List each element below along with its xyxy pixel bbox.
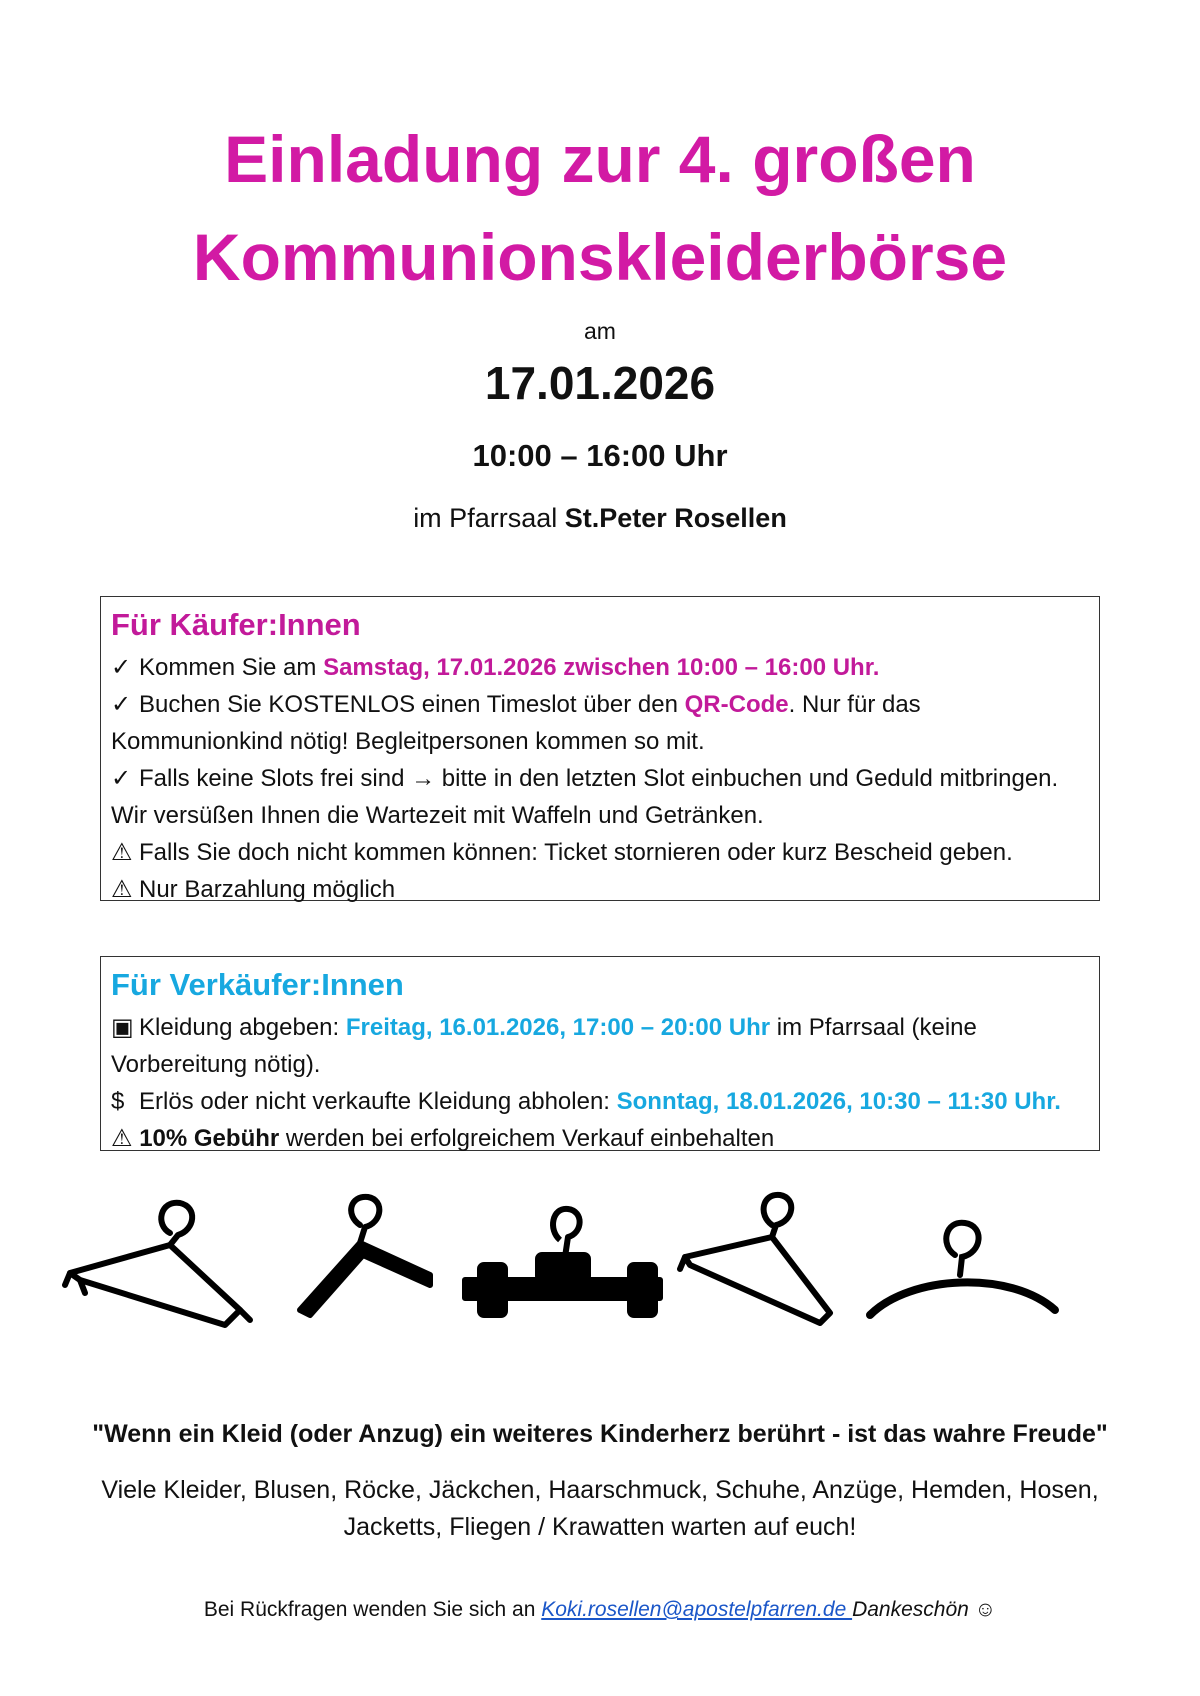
gift-icon: ▣ [111, 1014, 134, 1041]
hanger-icon [465, 1209, 660, 1315]
page-title [0, 110, 1200, 306]
check-icon: ✓ [111, 654, 132, 681]
sellers-box [100, 956, 1100, 1151]
quote: "Wenn ein Kleid (oder Anzug) ein weiteres Kinderherz berührt - ist das wahre Freude" [92, 1420, 1108, 1448]
buyers-item-5-text: Nur Barzahlung möglich [139, 876, 396, 903]
location-name: St.Peter Rosellen [564, 503, 787, 533]
buyers-item-1 [111, 649, 1089, 686]
sellers-item-1-text-end: im Pfarrsaal (keine Vorbereitung nötig). [111, 1014, 977, 1078]
check-icon: ✓ [111, 691, 132, 718]
event-time: 10:00 – 16:00 Uhr [472, 438, 728, 473]
title-line-1: Einladung zur 4. großen [224, 122, 976, 196]
buyers-item-4 [111, 834, 1089, 871]
title-line-2: Kommunionskleiderbörse [192, 220, 1008, 294]
contact-line [0, 1598, 1200, 1622]
buyers-item-2 [111, 686, 1089, 760]
buyers-item-2-text: Buchen Sie KOSTENLOS einen Timeslot über den [139, 691, 685, 718]
event-location [0, 503, 1200, 534]
contact-prefix: Bei Rückfragen wenden Sie sich an [203, 1598, 542, 1621]
buyers-item-1-text: Kommen Sie am [139, 654, 324, 681]
am-label: am [584, 318, 616, 344]
sellers-heading: Für Verkäufer:Innen [111, 967, 404, 1002]
sellers-item-1-text: Kleidung abgeben: [139, 1014, 346, 1041]
event-date: 17.01.2026 [484, 357, 716, 409]
buyers-box [100, 596, 1100, 901]
buyers-date-highlight: Samstag, 17.01.2026 zwischen 10:00 – 16:00 Uhr. [323, 654, 880, 681]
qr-code-highlight: QR-Code [684, 691, 789, 718]
buyers-item-3 [111, 760, 1089, 834]
sellers-item-2 [111, 1083, 1089, 1157]
warning-icon: ⚠ [111, 876, 133, 903]
warning-icon: ⚠ [111, 839, 133, 866]
hanger-icon [65, 1203, 250, 1325]
hangers-illustration [60, 1185, 1150, 1345]
sellers-item-1 [111, 1009, 1089, 1083]
warning-icon: ⚠ [111, 1125, 133, 1152]
items-description: Viele Kleider, Blusen, Röcke, Jäckchen, Haarschmuck, Schuhe, Anzüge, Hemden, Hosen, Jacketts, Fliegen / Krawatten warten auf euch! [101, 1476, 1099, 1541]
sellers-item-2-text: Erlös oder nicht verkaufte Kleidung abholen: [139, 1088, 617, 1115]
email-link[interactable]: Koki.rosellen@apostelpfarren.de [541, 1598, 853, 1621]
fee-highlight: 10% Gebühr [139, 1125, 280, 1152]
contact-suffix: Dankeschön ☺ [852, 1598, 997, 1621]
hanger-icon [300, 1197, 430, 1315]
sellers-item-2-text-end: werden bei erfolgreichem Verkauf einbehalten [279, 1125, 775, 1152]
buyers-item-3-text: Falls keine Slots frei sind → bitte in den letzten Slot einbuchen und Geduld mitbringen. Wir versüßen Ihnen die Wartezeit mit Waffeln und Getränken. [111, 765, 1059, 829]
hanger-icon [870, 1223, 1055, 1315]
buyers-item-5 [111, 871, 1089, 908]
location-prefix: im Pfarrsaal [413, 503, 565, 533]
hanger-icon [680, 1195, 830, 1323]
buyers-heading: Für Käufer:Innen [111, 607, 361, 642]
dropoff-date-highlight: Freitag, 16.01.2026, 17:00 – 20:00 Uhr [345, 1014, 771, 1041]
pickup-date-highlight: Sonntag, 18.01.2026, 10:30 – 11:30 Uhr. [616, 1088, 1061, 1115]
check-icon: ✓ [111, 765, 132, 792]
money-bag-icon: $ [111, 1088, 125, 1115]
buyers-item-4-text: Falls Sie doch nicht kommen können: Ticket stornieren oder kurz Bescheid geben. [139, 839, 1013, 866]
buyers-item-2-text-end: . Nur für das Kommunionkind nötig! Begleitpersonen kommen so mit. [111, 691, 921, 755]
